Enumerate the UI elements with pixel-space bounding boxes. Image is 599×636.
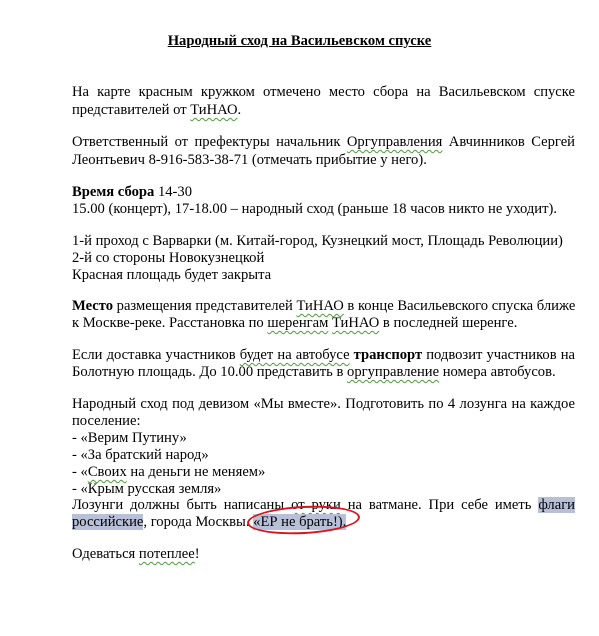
text-run: к Москве-реке. Расстановка по (72, 315, 268, 331)
text-run: , города Москвы. (143, 514, 254, 530)
text-run: номера автобусов. (439, 364, 556, 380)
text-run: размещения представителей (113, 298, 297, 314)
text-run: - « (72, 464, 88, 480)
paragraph-slogans-line-1: Народный сход под девизом «Мы вместе». Подготовить по 4 лозунга на каждое (72, 396, 575, 412)
text-run: Ответственный от префектуры начальник (72, 134, 347, 150)
text-run-underlined: оргуправление (347, 364, 440, 380)
paragraph-passages-line-3: Красная площадь будет закрыта (72, 267, 272, 283)
text-run: Лозунги должны быть написаны (72, 497, 292, 513)
text-run-underlined: ТиНАО (331, 315, 380, 331)
text-run: Авчинников Сергей (442, 134, 575, 150)
text-run-underlined: Оргуправления (346, 134, 443, 150)
text-run: Болотную площадь. До 10.00 представить в (72, 364, 348, 380)
paragraph-transport-line-1 (72, 346, 575, 364)
slogan-item-3 (72, 463, 265, 481)
paragraph-responsible-line-1 (72, 133, 575, 151)
text-run-underlined: потеплее (138, 546, 195, 562)
paragraph-passages-line-1: 1-й проход с Варварки (м. Китай-город, Кузнецкий мост, Площадь Революции) (72, 233, 563, 249)
paragraph-transport-line-2 (72, 363, 556, 381)
slogan-item-1: - «Верим Путину» (72, 430, 187, 446)
text-run: представителей от (72, 102, 191, 118)
text-run: подвозит участников на (422, 347, 575, 363)
text-run: Одеваться (72, 546, 139, 562)
circled-text: «ЕР не брать!). (253, 514, 347, 530)
text-run-underlined: будет на автобусе (239, 347, 350, 363)
slogan-item-4: - «Крым русская земля» (72, 481, 222, 497)
text-run-underlined: ТиНАО (296, 298, 344, 314)
text-run: ! (194, 546, 200, 562)
bold-label: Время сбора (72, 184, 155, 200)
paragraph-responsible-line-2: Леонтьевич 8-916-583-38-71 (отмечать прибытие у него). (72, 152, 427, 168)
paragraph-map-line-2 (72, 101, 241, 119)
text-run-underlined: Своих (87, 464, 127, 480)
paragraph-place-line-1 (72, 297, 575, 315)
highlighted-text: флаги (538, 497, 575, 513)
text-run: . (237, 102, 242, 118)
paragraph-dress-line (72, 545, 200, 563)
text-run: Если доставка участников (72, 347, 240, 363)
text-run-underlined: от руки (291, 497, 341, 513)
text-run: на ватмане. При себе иметь (340, 497, 539, 513)
text-run: в конце Васильевского спуска ближе (343, 298, 576, 314)
paragraph-passages-line-2: 2-й со стороны Новокузнецкой (72, 250, 265, 266)
paragraph-slogans-line-2: поселение: (72, 413, 141, 429)
text-run: в последней шеренге. (379, 315, 518, 331)
highlighted-text: российские (72, 514, 144, 530)
text-run: 14-30 (154, 184, 192, 200)
text-run-underlined: шеренгам (267, 315, 329, 331)
text-run: на деньги не меняем» (126, 464, 266, 480)
paragraph-map-line-1: На карте красным кружком отмечено место сбора на Васильевском спуске (72, 84, 575, 100)
text-run-underlined: ТиНАО (190, 102, 238, 118)
paragraph-time-line-2: 15.00 (концерт), 17-18.00 – народный сход (раньше 18 часов никто не уходит). (72, 201, 557, 217)
slogan-item-2: - «За братский народ» (72, 447, 209, 463)
bold-label: Место (72, 298, 113, 314)
paragraph-place-line-2 (72, 314, 517, 332)
paragraph-time-line-1 (72, 183, 192, 201)
bold-label: транспорт (353, 347, 423, 363)
document-title: Народный сход на Васильевском спуске (167, 33, 432, 49)
